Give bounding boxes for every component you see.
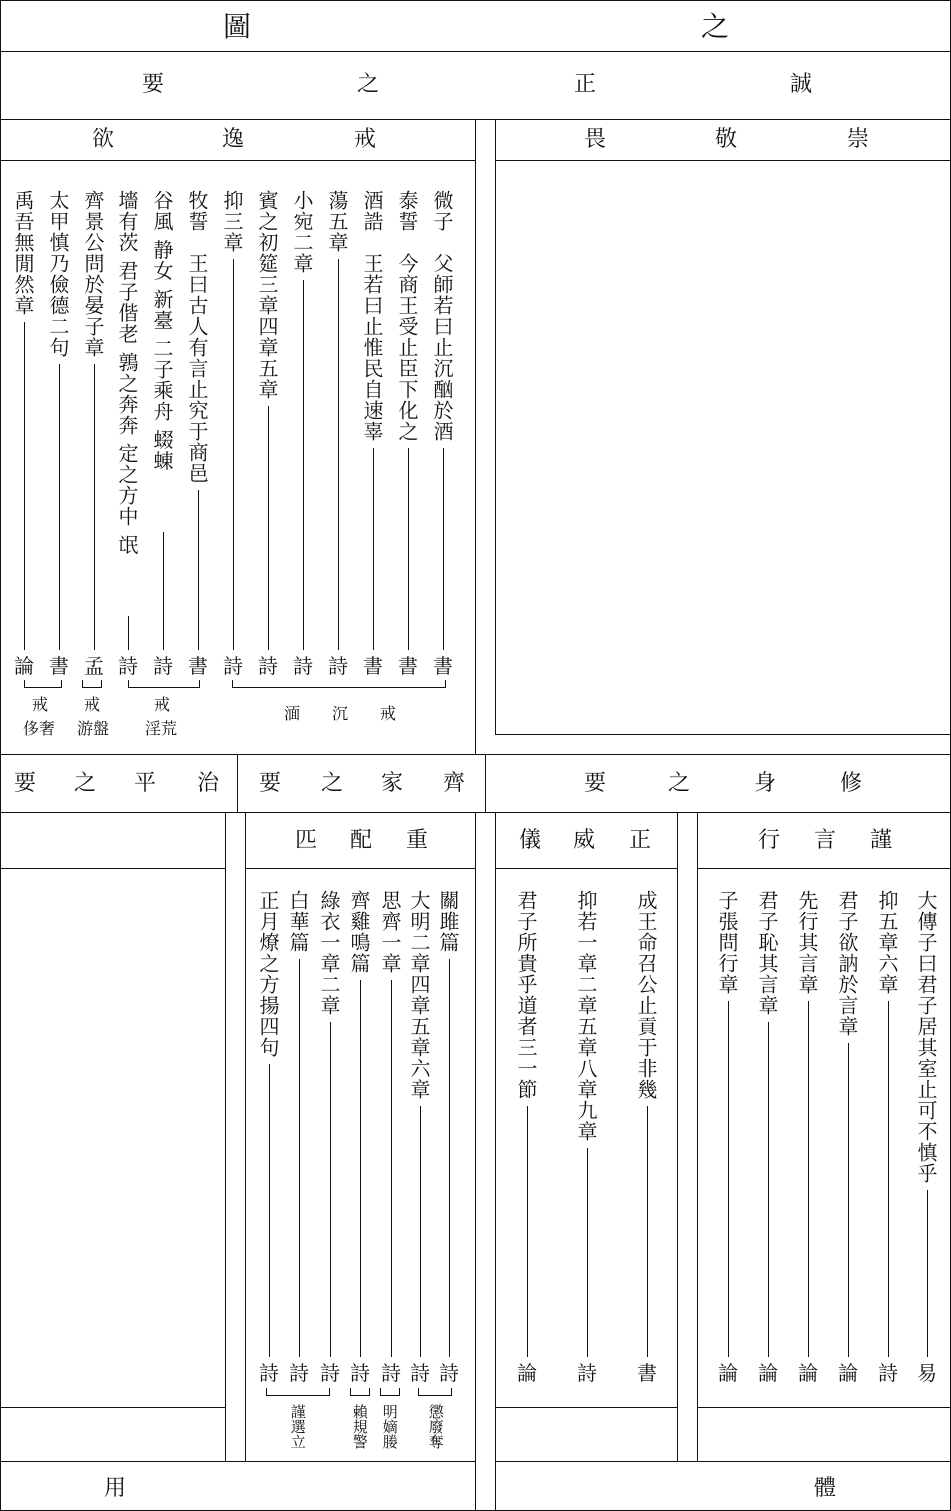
yanxing-source-5: 論 (758, 1361, 778, 1385)
yanxing-connector-6 (728, 1001, 729, 1357)
yanxing-text-4: 先行其言章 (795, 890, 819, 995)
qijia-connector-4 (360, 980, 361, 1357)
qijia-source-1: 詩 (439, 1361, 459, 1385)
yanxing-source-2: 詩 (878, 1361, 898, 1385)
jieyi-header-3: 戒 (353, 127, 376, 152)
yanxing-source-4: 論 (798, 1361, 818, 1385)
qijia-source-4: 詩 (350, 1361, 370, 1385)
jieyi-text-13: 禹吾無閒然章 (11, 190, 35, 316)
group-label-mianchen: 湎 沉 戒 (283, 704, 396, 723)
banner-char-2: 之 (356, 72, 379, 97)
weijing-header-3: 崇 (846, 127, 869, 152)
group-label-chishe-1: 戒 (31, 695, 48, 714)
jieyi-connector-7 (233, 259, 234, 650)
qijia-connector-5 (330, 1022, 331, 1357)
footer-yong: 用 (103, 1476, 126, 1501)
qijia-source-3: 詩 (381, 1361, 401, 1385)
jieyi-source-11: 孟 (84, 654, 104, 678)
jieyi-connector-10 (128, 616, 129, 650)
weiyi-source-1: 書 (637, 1361, 657, 1385)
yanxing-source-6: 論 (718, 1361, 738, 1385)
qijia-source-5: 詩 (320, 1361, 340, 1385)
jieyi-connector-8 (198, 490, 199, 650)
jieyi-source-4: 詩 (328, 654, 348, 678)
banner-char-4: 誠 (789, 72, 812, 97)
jieyi-source-12: 書 (49, 654, 69, 678)
jieyi-connector-9 (163, 532, 164, 650)
qijia-connector-3 (391, 980, 392, 1357)
qijia-text-4: 齊雞鳴篇 (347, 890, 371, 974)
title-right: 之 (700, 10, 729, 43)
group-label-chengfeiduo: 懲廢奪 (426, 1404, 445, 1449)
group-label-youpan-1: 戒 (83, 695, 100, 714)
weiyi-connector-2 (587, 1148, 588, 1357)
yanxing-connector-1 (927, 1190, 928, 1357)
jieyi-connector-11 (94, 364, 95, 650)
qijia-text-1: 關雎篇 (436, 890, 460, 953)
qijia-source-2: 詩 (410, 1361, 430, 1385)
jieyi-text-10: 墻有茨 君子偕老 鶉之奔奔 定之方中 氓 (115, 190, 139, 556)
title-left: 圖 (222, 10, 251, 43)
jieyi-connector-2 (408, 448, 409, 650)
qijia-title-2: 之 (320, 771, 343, 796)
qijia-source-7: 詩 (259, 1361, 279, 1385)
jieyi-source-5: 詩 (293, 654, 313, 678)
jieyi-header-2: 逸 (221, 127, 244, 152)
weiyi-source-3: 論 (517, 1361, 537, 1385)
jieyi-text-3: 酒誥 王若曰止惟民自速辜 (360, 190, 384, 442)
jieyi-source-3: 書 (363, 654, 383, 678)
jieyi-connector-3 (373, 448, 374, 650)
jieyi-text-11: 齊景公問於晏子章 (81, 190, 105, 358)
group-label-yinhuang: 淫荒 (144, 719, 177, 738)
jieyi-source-1: 書 (433, 654, 453, 678)
weijing-header-2: 敬 (714, 127, 737, 152)
group-label-yinhuang-1: 戒 (153, 695, 170, 714)
qijia-connector-2 (420, 1106, 421, 1357)
jieyi-source-6: 詩 (258, 654, 278, 678)
xiushen-header-3: 身 (753, 771, 776, 796)
qijia-title-1: 要 (258, 771, 281, 796)
banner-char-3: 正 (573, 72, 596, 97)
qijia-connector-7 (269, 1064, 270, 1357)
jieyi-connector-13 (24, 322, 25, 650)
yanxing-source-1: 易 (917, 1361, 937, 1385)
qijia-text-6: 白華篇 (286, 890, 310, 953)
group-label-laiguijing: 賴規警 (350, 1404, 369, 1449)
jieyi-text-8: 牧誓 王曰古人有言止究于商邑 (185, 190, 209, 484)
jieyi-connector-12 (59, 364, 60, 650)
jieyi-connector-4 (338, 259, 339, 650)
qijia-connector-1 (449, 959, 450, 1357)
jieyi-source-13: 論 (14, 654, 34, 678)
yanxing-header-2: 言 (813, 828, 836, 853)
weijing-header-1: 畏 (583, 127, 606, 152)
qijia-header-3: 重 (405, 828, 428, 853)
weiyi-text-2: 抑若一章二章五章八章九章 (574, 890, 598, 1142)
jieyi-source-2: 書 (398, 654, 418, 678)
jieyi-connector-1 (443, 448, 444, 650)
weiyi-source-2: 詩 (577, 1361, 597, 1385)
qijia-header-2: 配 (349, 828, 372, 853)
yanxing-header-3: 謹 (869, 828, 892, 853)
yanxing-text-5: 君子恥其言章 (755, 890, 779, 1016)
qijia-header-1: 匹 (294, 828, 317, 853)
jieyi-connector-5 (303, 280, 304, 650)
weiyi-connector-1 (647, 1106, 648, 1357)
jieyi-text-4: 蕩五章 (325, 190, 349, 253)
weiyi-text-3: 君子所貴乎道者三一節 (514, 890, 538, 1100)
qijia-text-5: 綠衣一章二章 (317, 890, 341, 1016)
xiushen-header-4: 修 (839, 771, 862, 796)
weiyi-text-1: 成王命召公止貢于非幾 (634, 890, 658, 1100)
qijia-title-4: 齊 (442, 771, 465, 796)
banner-char-1: 要 (141, 72, 164, 97)
weiyi-header-3: 正 (628, 828, 651, 853)
yanxing-text-1: 大傳子曰君子居其室止可不慎乎 (914, 890, 938, 1184)
qijia-source-6: 詩 (289, 1361, 309, 1385)
yanxing-source-3: 論 (838, 1361, 858, 1385)
jieyi-source-8: 書 (188, 654, 208, 678)
footer-ti: 體 (813, 1476, 836, 1501)
yanxing-text-2: 抑五章六章 (875, 890, 899, 995)
xiushen-header-1: 要 (583, 771, 606, 796)
yanxing-connector-4 (808, 1001, 809, 1357)
jieyi-text-2: 泰誓 今商王受止臣下化之 (395, 190, 419, 442)
jieyi-header-1: 欲 (91, 127, 114, 152)
weiyi-connector-3 (527, 1106, 528, 1357)
qijia-connector-6 (299, 959, 300, 1357)
jieyi-text-1: 微子 父師若曰止沉酗於酒 (430, 190, 454, 442)
jieyi-connector-6 (268, 406, 269, 650)
jieyi-source-9: 詩 (153, 654, 173, 678)
jieyi-source-7: 詩 (223, 654, 243, 678)
weiyi-header-2: 威 (572, 828, 595, 853)
qijia-title-3: 家 (380, 771, 403, 796)
group-label-youpan: 游盤 (76, 719, 109, 738)
yanxing-text-3: 君子欲訥於言章 (835, 890, 859, 1037)
qijia-text-2: 大明二章四章五章六章 (407, 890, 431, 1100)
yanxing-header-1: 行 (757, 828, 780, 853)
jieyi-text-6: 賓之初筵三章四章五章 (255, 190, 279, 400)
zhiping-header-1: 要 (13, 771, 36, 796)
qijia-text-3: 思齊一章 (378, 890, 402, 974)
jieyi-text-5: 小宛二章 (290, 190, 314, 274)
group-label-chishe: 侈奢 (22, 719, 55, 738)
zhiping-header-3: 平 (133, 771, 156, 796)
jieyi-text-9: 谷風 静女 新臺 二子乘舟 蝃蝀 (150, 190, 174, 472)
zhiping-header-4: 治 (196, 771, 219, 796)
jieyi-text-7: 抑三章 (220, 190, 244, 253)
group-label-mingdiying: 明嫡媵 (380, 1404, 399, 1449)
group-label-jinxuanli: 謹選立 (288, 1404, 307, 1449)
yanxing-connector-5 (768, 1022, 769, 1357)
jieyi-text-12: 太甲慎乃儉德二句 (46, 190, 70, 358)
yanxing-text-6: 子張問行章 (715, 890, 739, 995)
weiyi-header-1: 儀 (518, 828, 541, 853)
xiushen-header-2: 之 (667, 771, 690, 796)
yanxing-connector-2 (888, 1001, 889, 1357)
jieyi-source-10: 詩 (118, 654, 138, 678)
zhiping-header-2: 之 (73, 771, 96, 796)
yanxing-connector-3 (848, 1043, 849, 1357)
qijia-text-7: 正月燎之方揚四句 (256, 890, 280, 1058)
